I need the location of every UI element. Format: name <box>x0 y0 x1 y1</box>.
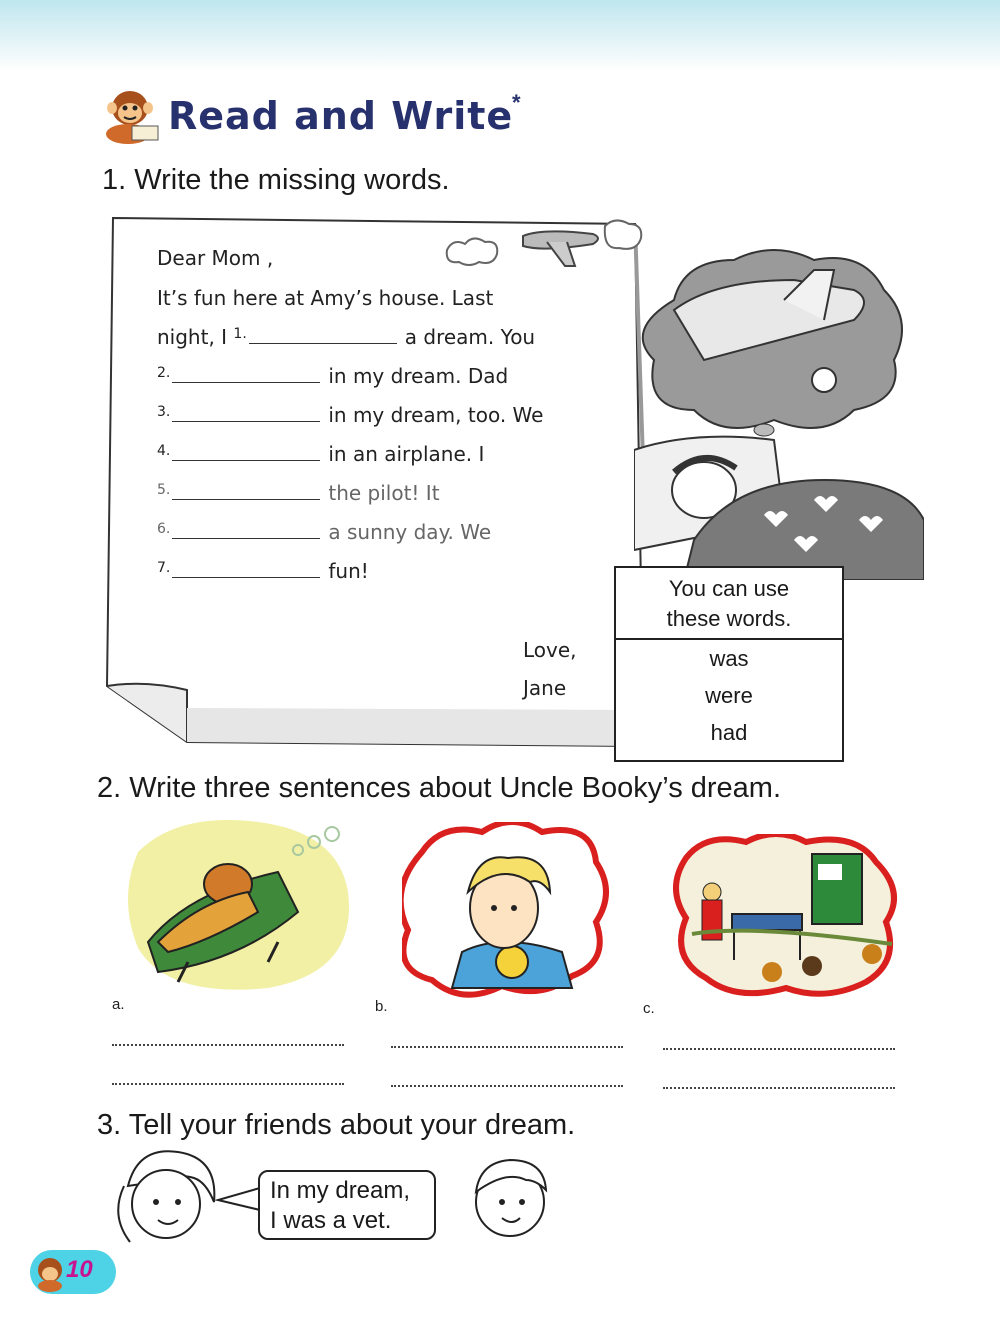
letter-line-2 <box>157 325 535 349</box>
letter-item-6 <box>157 520 491 544</box>
letter-item-2 <box>157 364 508 388</box>
blank-6[interactable] <box>172 524 320 539</box>
blank-number-5: 5. <box>157 482 171 498</box>
word-bank-heading <box>616 568 842 640</box>
answer-line-a2[interactable] <box>112 1083 344 1085</box>
letter-item-text: fun! <box>328 559 369 583</box>
letter-line-2-pre: night, I <box>157 325 228 349</box>
letter-item-text: a sunny day. We <box>328 520 492 544</box>
letter-line-1: It’s fun here at Amy’s house. Last <box>157 286 494 310</box>
word-bank-item: was <box>709 646 749 671</box>
section3-heading: 3. Tell your friends about your dream. <box>97 1109 576 1141</box>
boy-sun-shirt-illustration <box>402 822 614 998</box>
answer-line-c2[interactable] <box>663 1087 895 1089</box>
blank-7[interactable] <box>172 563 320 578</box>
blank-number-2: 2. <box>157 365 171 381</box>
letter-item-5 <box>157 481 440 505</box>
answer-line-c1[interactable] <box>663 1048 895 1050</box>
top-band <box>0 0 1000 70</box>
answer-line-b2[interactable] <box>391 1085 623 1087</box>
answer-line-a1[interactable] <box>112 1044 344 1046</box>
answer-line-b1[interactable] <box>391 1046 623 1048</box>
letter-closing: Love, <box>523 638 577 662</box>
boy-face-illustration <box>466 1156 556 1242</box>
word-bank-heading-line1: You can use <box>668 576 790 601</box>
letter-paper <box>95 210 655 750</box>
blank-number-1: 1. <box>233 326 247 342</box>
uncle-booky-sleeping-illustration <box>118 812 358 998</box>
classroom-teacher-illustration <box>672 834 904 998</box>
speech-bubble-line1: In my dream, <box>270 1177 411 1204</box>
blank-1[interactable] <box>249 329 397 344</box>
speech-bubble <box>258 1170 436 1240</box>
letter-item-text: the pilot! It <box>328 481 440 505</box>
label-b: b. <box>375 998 388 1015</box>
letter-greeting: Dear Mom , <box>157 246 274 270</box>
speech-bubble-line2: I was a vet. <box>270 1207 392 1234</box>
section1-heading: 1. Write the missing words. <box>102 164 450 196</box>
letter-item-7 <box>157 559 369 583</box>
label-c: c. <box>643 1000 655 1017</box>
letter-line-2-post: a dream. You <box>404 325 536 349</box>
letter-item-4 <box>157 442 484 466</box>
sleeping-girl-dream-illustration <box>634 240 924 580</box>
star-icon: * <box>512 90 521 115</box>
blank-3[interactable] <box>172 407 320 422</box>
speech-bubble-tail <box>214 1184 264 1214</box>
letter-signature: Jane <box>523 676 567 700</box>
word-bank-item: had <box>710 720 748 745</box>
letter-item-text: in my dream, too. We <box>328 403 544 427</box>
blank-number-7: 7. <box>157 560 171 576</box>
girl-face-illustration <box>108 1146 220 1246</box>
monkey-reading-icon <box>100 86 164 146</box>
blank-4[interactable] <box>172 446 320 461</box>
blank-number-6: 6. <box>157 521 171 537</box>
letter-item-text: in my dream. Dad <box>328 364 509 388</box>
monkey-footer-icon <box>30 1252 70 1292</box>
letter-item-text: in an airplane. I <box>328 442 485 466</box>
page-number: 10 <box>66 1256 93 1283</box>
word-bank-item: were <box>705 683 753 708</box>
section2-heading: 2. Write three sentences about Uncle Booky’s dream. <box>97 772 782 804</box>
label-a: a. <box>112 996 125 1013</box>
blank-2[interactable] <box>172 368 320 383</box>
word-bank-heading-line2: these words. <box>666 606 792 631</box>
section-title: Read and Write <box>168 94 514 138</box>
word-bank-box <box>614 566 844 762</box>
blank-number-3: 3. <box>157 404 171 420</box>
letter-item-3 <box>157 403 543 427</box>
blank-number-4: 4. <box>157 443 171 459</box>
blank-5[interactable] <box>172 485 320 500</box>
